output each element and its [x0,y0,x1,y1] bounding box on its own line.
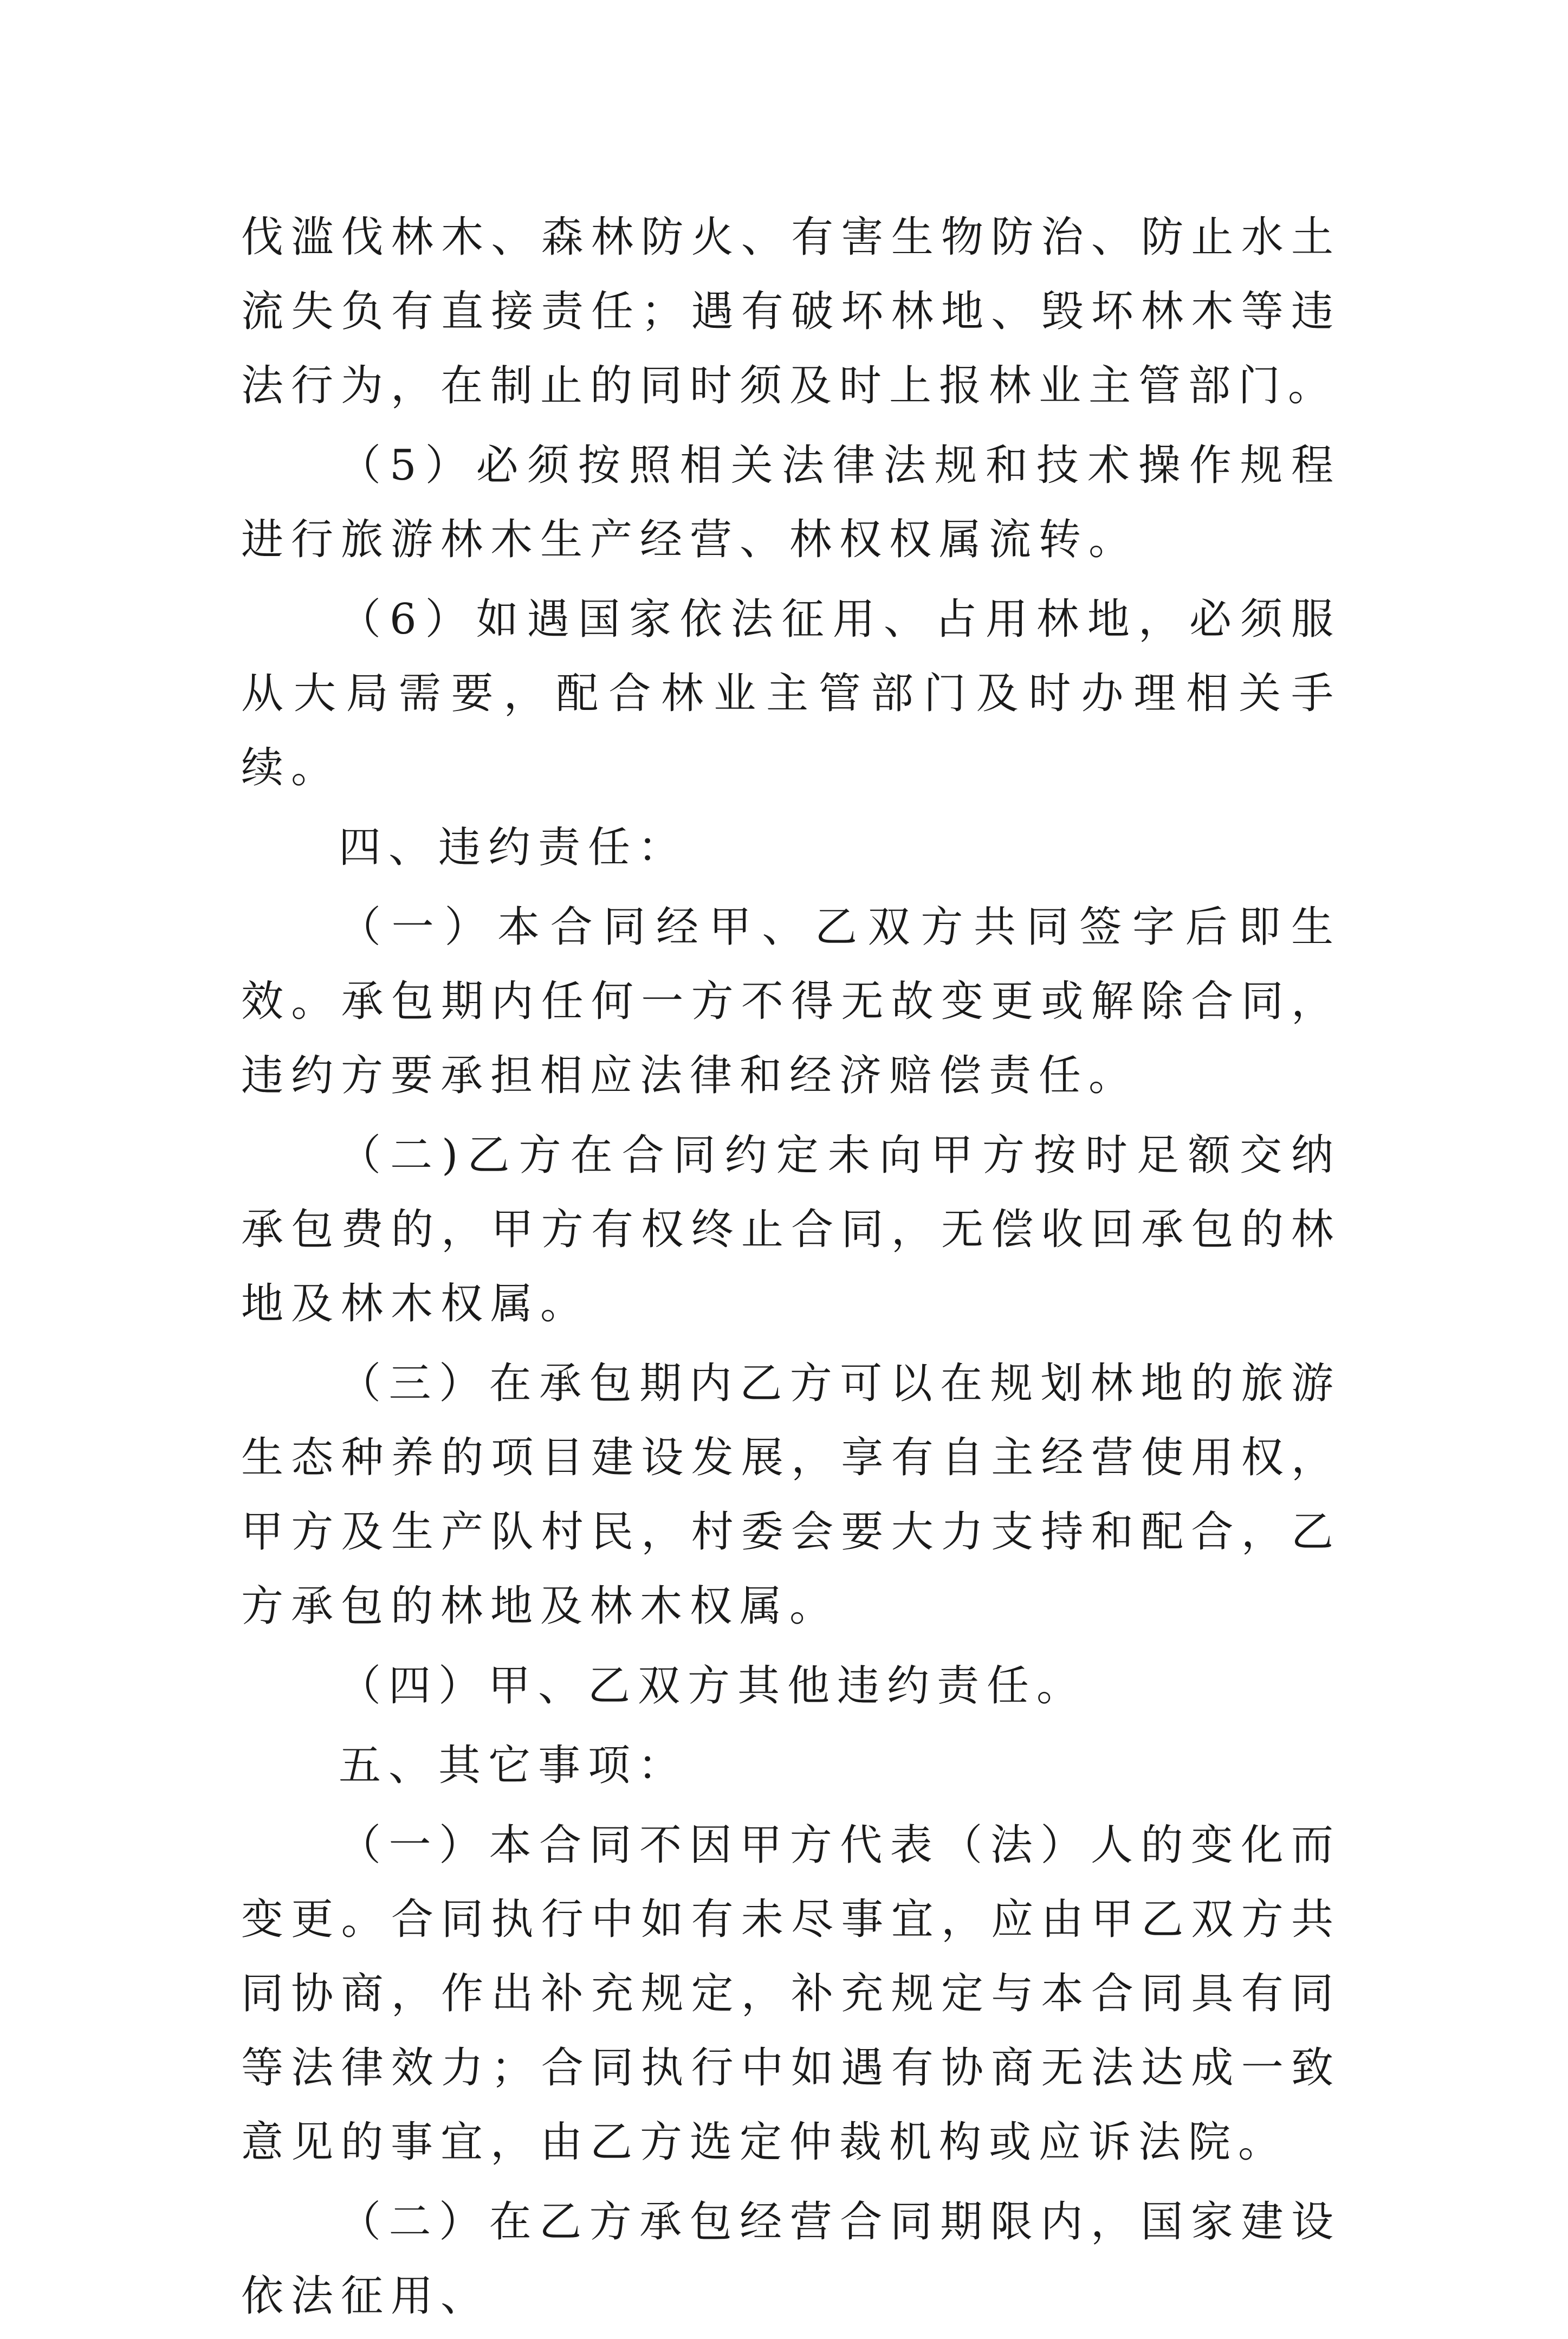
paragraph-breach-1: （一）本合同经甲、乙双方共同签字后即生效。承包期内任何一方不得无故变更或解除合同，违约方要承担相应法律和经济赔偿责任。 [241,903,1341,1100]
paragraph-breach-2: （二)乙方在合同约定未向甲方按时足额交纳承包费的，甲方有权终止合同，无偿收回承包的林地及林木权属。 [241,1131,1341,1328]
paragraph-item-5: （5）必须按照相关法律法规和技术操作规程进行旅游林木生产经营、林权权属流转。 [241,441,1341,564]
section-heading-other-matters: 五、其它事项： [339,1741,688,1790]
contract-body [241,201,1341,2339]
paragraph-forest-protection-duty: 伐滥伐林木、森林防火、有害生物防治、防止水土流失负有直接责任；遇有破坏林地、毁坏林木等违法行为，在制止的同时须及时上报林业主管部门。 [241,213,1341,410]
paragraph-breach-4: （四）甲、乙双方其他违约责任。 [339,1662,1087,1710]
section-heading-breach-liability: 四、违约责任： [339,823,688,872]
paragraph-other-1: （一）本合同不因甲方代表（法）人的变化而变更。合同执行中如有未尽事宜，应由甲乙双方共同协商，作出补充规定，补充规定与本合同具有同等法律效力；合同执行中如遇有协商无法达成一致意见的事宜，由乙方选定仲裁机构或应诉法院。 [241,1821,1341,2167]
paragraph-other-2: （二）在乙方承包经营合同期限内，国家建设依法征用、 [241,2198,1341,2321]
paragraph-item-6: （6）如遇国家依法征用、占用林地，必须服从大局需要，配合林业主管部门及时办理相关手续。 [241,595,1341,792]
paragraph-breach-3: （三）在承包期内乙方可以在规划林地的旅游生态种养的项目建设发展，享有自主经营使用权，甲方及生产队村民，村委会要大力支持和配合，乙方承包的林地及林木权属。 [241,1359,1341,1631]
